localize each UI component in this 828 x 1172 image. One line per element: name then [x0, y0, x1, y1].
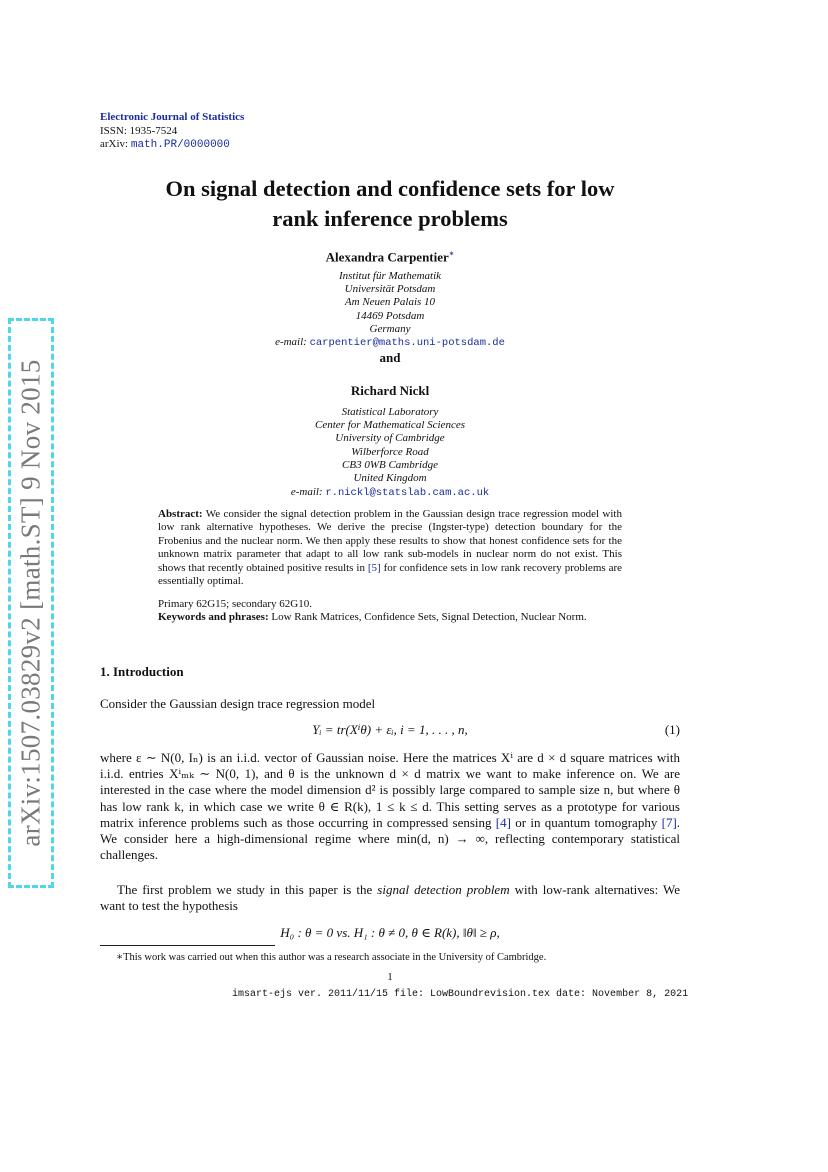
para-text: where ε ∼ N(0, Iₙ) is an i.i.d. vector of Gaussian noise. Here the matrices Xⁱ are d × d square matrices with i.i.d. entries Xⁱₘₖ ∼ N(0, 1), and θ is the unknown d × d matrix we want to make inference on. We are interested in the case where the model dimension d² is possibly large compared to sample size n, but where θ has low rank k, in which case we write θ ∈ R(k), 1 ≤ k ≤ d. This setting serves as a prototype for various matrix inference problems such as those occurring in compressed sensing: [100, 750, 680, 830]
affil-line: CB3 0WB Cambridge: [342, 458, 438, 471]
page-footer: imsart-ejs ver. 2011/11/15 file: LowBoundrevision.tex date: November 8, 2021: [232, 989, 689, 1000]
author-2-name: Richard Nickl: [350, 383, 430, 398]
journal-name-link[interactable]: Electronic Journal of Statistics: [100, 111, 245, 123]
keywords-text: Low Rank Matrices, Confidence Sets, Signal Detection, Nuclear Norm.: [271, 611, 587, 624]
para-text: . We consider here a high-dimensional regime where min(d, n) → ∞, reflecting contemporary statistical challenges.: [100, 814, 681, 863]
classification: [158, 598, 622, 625]
keywords: [158, 611, 622, 624]
author-2-affiliation: [100, 406, 680, 485]
arxiv-stamp-text: arXiv:1507.03829v2 [math.ST] 9 Nov 2015: [15, 359, 46, 847]
journal-header: [100, 111, 244, 153]
author-1-name: Alexandra Carpentier: [325, 249, 449, 265]
intro-paragraph-1: [100, 750, 680, 863]
affil-line: University of Cambridge: [335, 432, 445, 445]
emphasis: signal detection problem: [377, 882, 510, 897]
keywords-label: Keywords and phrases:: [158, 611, 269, 624]
footnote-rule: [100, 945, 275, 946]
para-text: The first problem we study in this paper is the: [117, 882, 373, 897]
abstract: [158, 508, 622, 588]
paper-title: [100, 174, 680, 234]
affil-line: Germany: [369, 322, 411, 335]
arxiv-id-link[interactable]: math.PR/0000000: [130, 139, 230, 151]
author-2-email: [100, 486, 680, 500]
citation-link[interactable]: [5]: [367, 561, 381, 574]
abstract-text-end: for confidence sets in low rank recovery problems are essentially optimal.: [158, 561, 622, 588]
footnote: ∗This work was carried out when this author was a research associate in the University of Cambridge.: [116, 952, 547, 963]
arxiv-line: [100, 138, 244, 153]
arxiv-label: arXiv:: [100, 138, 129, 150]
affil-line: Am Neuen Palais 10: [344, 296, 436, 309]
issn: ISSN: 1935-7524: [100, 124, 178, 137]
intro-lead: Consider the Gaussian design trace regression model: [100, 696, 376, 711]
abstract-text: We consider the signal detection problem in the Gaussian design trace regression model with low rank alternative hypotheses. We derive the precise (Ingster-type) detection boundary for the Frobenius and the nuclear norm. We then apply these results to show that honest confidence sets for the unknown matrix parameter that adapt to all low rank sub-models in nuclear norm do not exist. This shows that recently obtained positive results in: [158, 508, 622, 574]
footnote-marker-link[interactable]: ∗: [448, 249, 455, 258]
affil-line: Universität Potsdam: [344, 283, 436, 296]
citation-link[interactable]: [4]: [495, 814, 511, 830]
equation-1-number: (1): [664, 722, 680, 737]
page-number: 1: [387, 971, 393, 983]
citation-link[interactable]: [7]: [661, 814, 677, 830]
title-line-2: rank inference problems: [272, 206, 508, 231]
equation-1-body: Yᵢ = tr(Xⁱθ) + εᵢ, i = 1, . . . , n,: [312, 722, 468, 737]
affil-line: Center for Mathematical Sciences: [315, 419, 465, 432]
title-line-1: On signal detection and confidence sets for low: [165, 176, 615, 201]
author-1-email: [100, 336, 680, 350]
and-separator: and: [379, 350, 401, 365]
author-2-email-link[interactable]: r.nickl@statslab.cam.ac.uk: [325, 487, 490, 499]
affil-line: United Kingdom: [353, 472, 427, 485]
para-text: with low-rank alternatives: We want to test the hypothesis: [100, 882, 680, 914]
equation-2: H₀ : θ = 0 vs. H₁ : θ ≠ 0, θ ∈ R(k), ‖θ‖ ≥ ρ,: [280, 925, 500, 940]
affil-line: Statistical Laboratory: [341, 406, 439, 418]
author-1-email-link[interactable]: carpentier@maths.uni-potsdam.de: [309, 337, 505, 349]
msc-classes: Primary 62G15; secondary 62G10.: [158, 598, 312, 610]
affil-line: 14469 Potsdam: [355, 309, 425, 322]
email-label: e-mail:: [275, 336, 307, 348]
abstract-label: Abstract:: [158, 508, 203, 520]
section-heading: 1. Introduction: [100, 664, 184, 679]
para-text: or in quantum tomography: [515, 814, 658, 830]
email-label: e-mail:: [290, 486, 323, 498]
arxiv-stamp: [8, 318, 54, 888]
author-1: [100, 248, 680, 265]
intro-paragraph-2: [100, 882, 680, 914]
affil-line: Institut für Mathematik: [338, 270, 442, 282]
equation-1: [100, 722, 680, 738]
affil-line: Wilberforce Road: [351, 445, 429, 458]
author-1-affiliation: [100, 270, 680, 336]
